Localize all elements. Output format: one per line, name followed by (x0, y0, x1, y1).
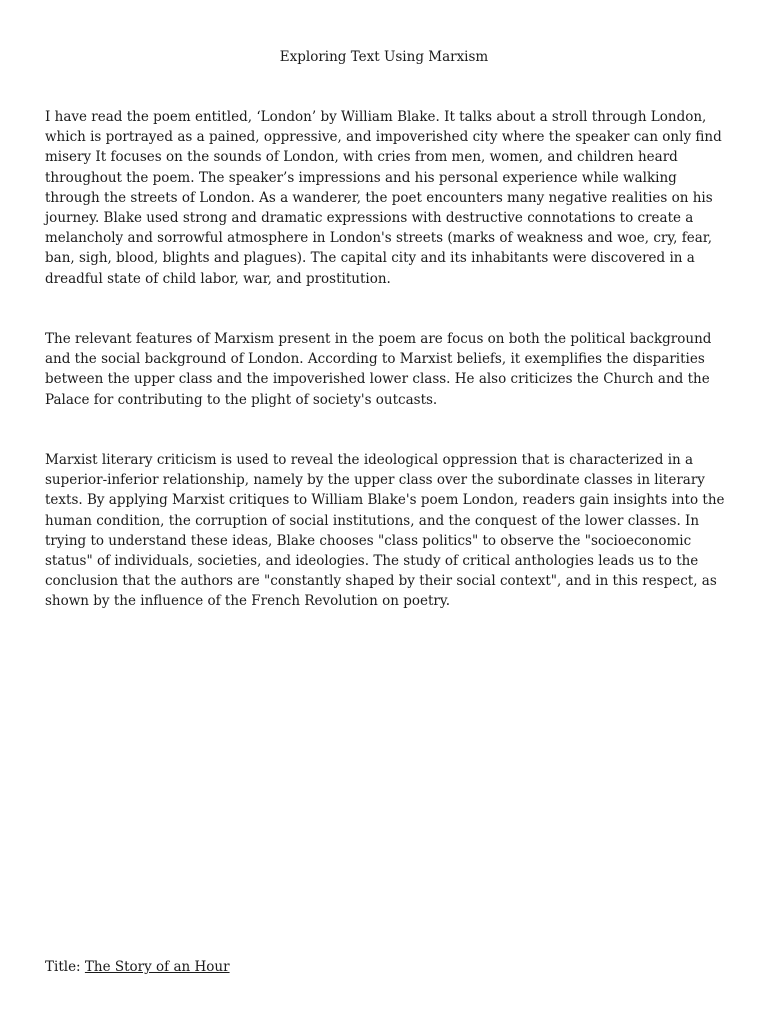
paragraph-marxism-features: The relevant features of Marxism present in the poem are focus on both the political background and the social background of London. According to Marxist beliefs, it exemplifies the disparities between the upper class and the impoverished lower class. He also criticizes the Church and the Palace for contributing to the plight of society's outcasts. (45, 331, 712, 408)
paragraph-intro: I have read the poem entitled, ‘London’ by William Blake. It talks about a stroll through London, which is portrayed as a pained, oppressive, and impoverished city where the speaker can only find misery It focuses on the sounds of London, with cries from men, women, and children heard throughout the poem. The speaker’s impressions and his personal experience while walking through the streets of London. As a wanderer, the poet encounters many negative realities on his journey. Blake used strong and dramatic expressions with destructive connotations to create a melancholy and sorrowful atmosphere in London's streets (marks of weakness and woe, cry, fear, ban, sigh, blood, blights and plagues). The capital city and its inhabitants were discovered in a dreadful state of child labor, war, and prostitution. (45, 109, 722, 287)
paragraph-marxist-criticism: Marxist literary criticism is used to reveal the ideological oppression that is characterized in a superior-inferior relationship, namely by the upper class over the subordinate classes in literary texts. By applying Marxist critiques to William Blake's poem London, readers gain insights into the human condition, the corruption of social institutions, and the conquest of the lower classes. In trying to understand these ideas, Blake chooses "class politics" to observe the "socioeconomic status" of individuals, societies, and ideologies. The study of critical anthologies leads us to the conclusion that the authors are "constantly shaped by their social context", and in this respect, as shown by the influence of the French Revolution on poetry. (45, 452, 725, 610)
footer-title-link[interactable]: The Story of an Hour (84, 959, 230, 975)
page-title: Exploring Text Using Marxism (279, 49, 489, 65)
footer-title-line (45, 957, 230, 977)
footer-title-label: Title: (45, 959, 85, 975)
